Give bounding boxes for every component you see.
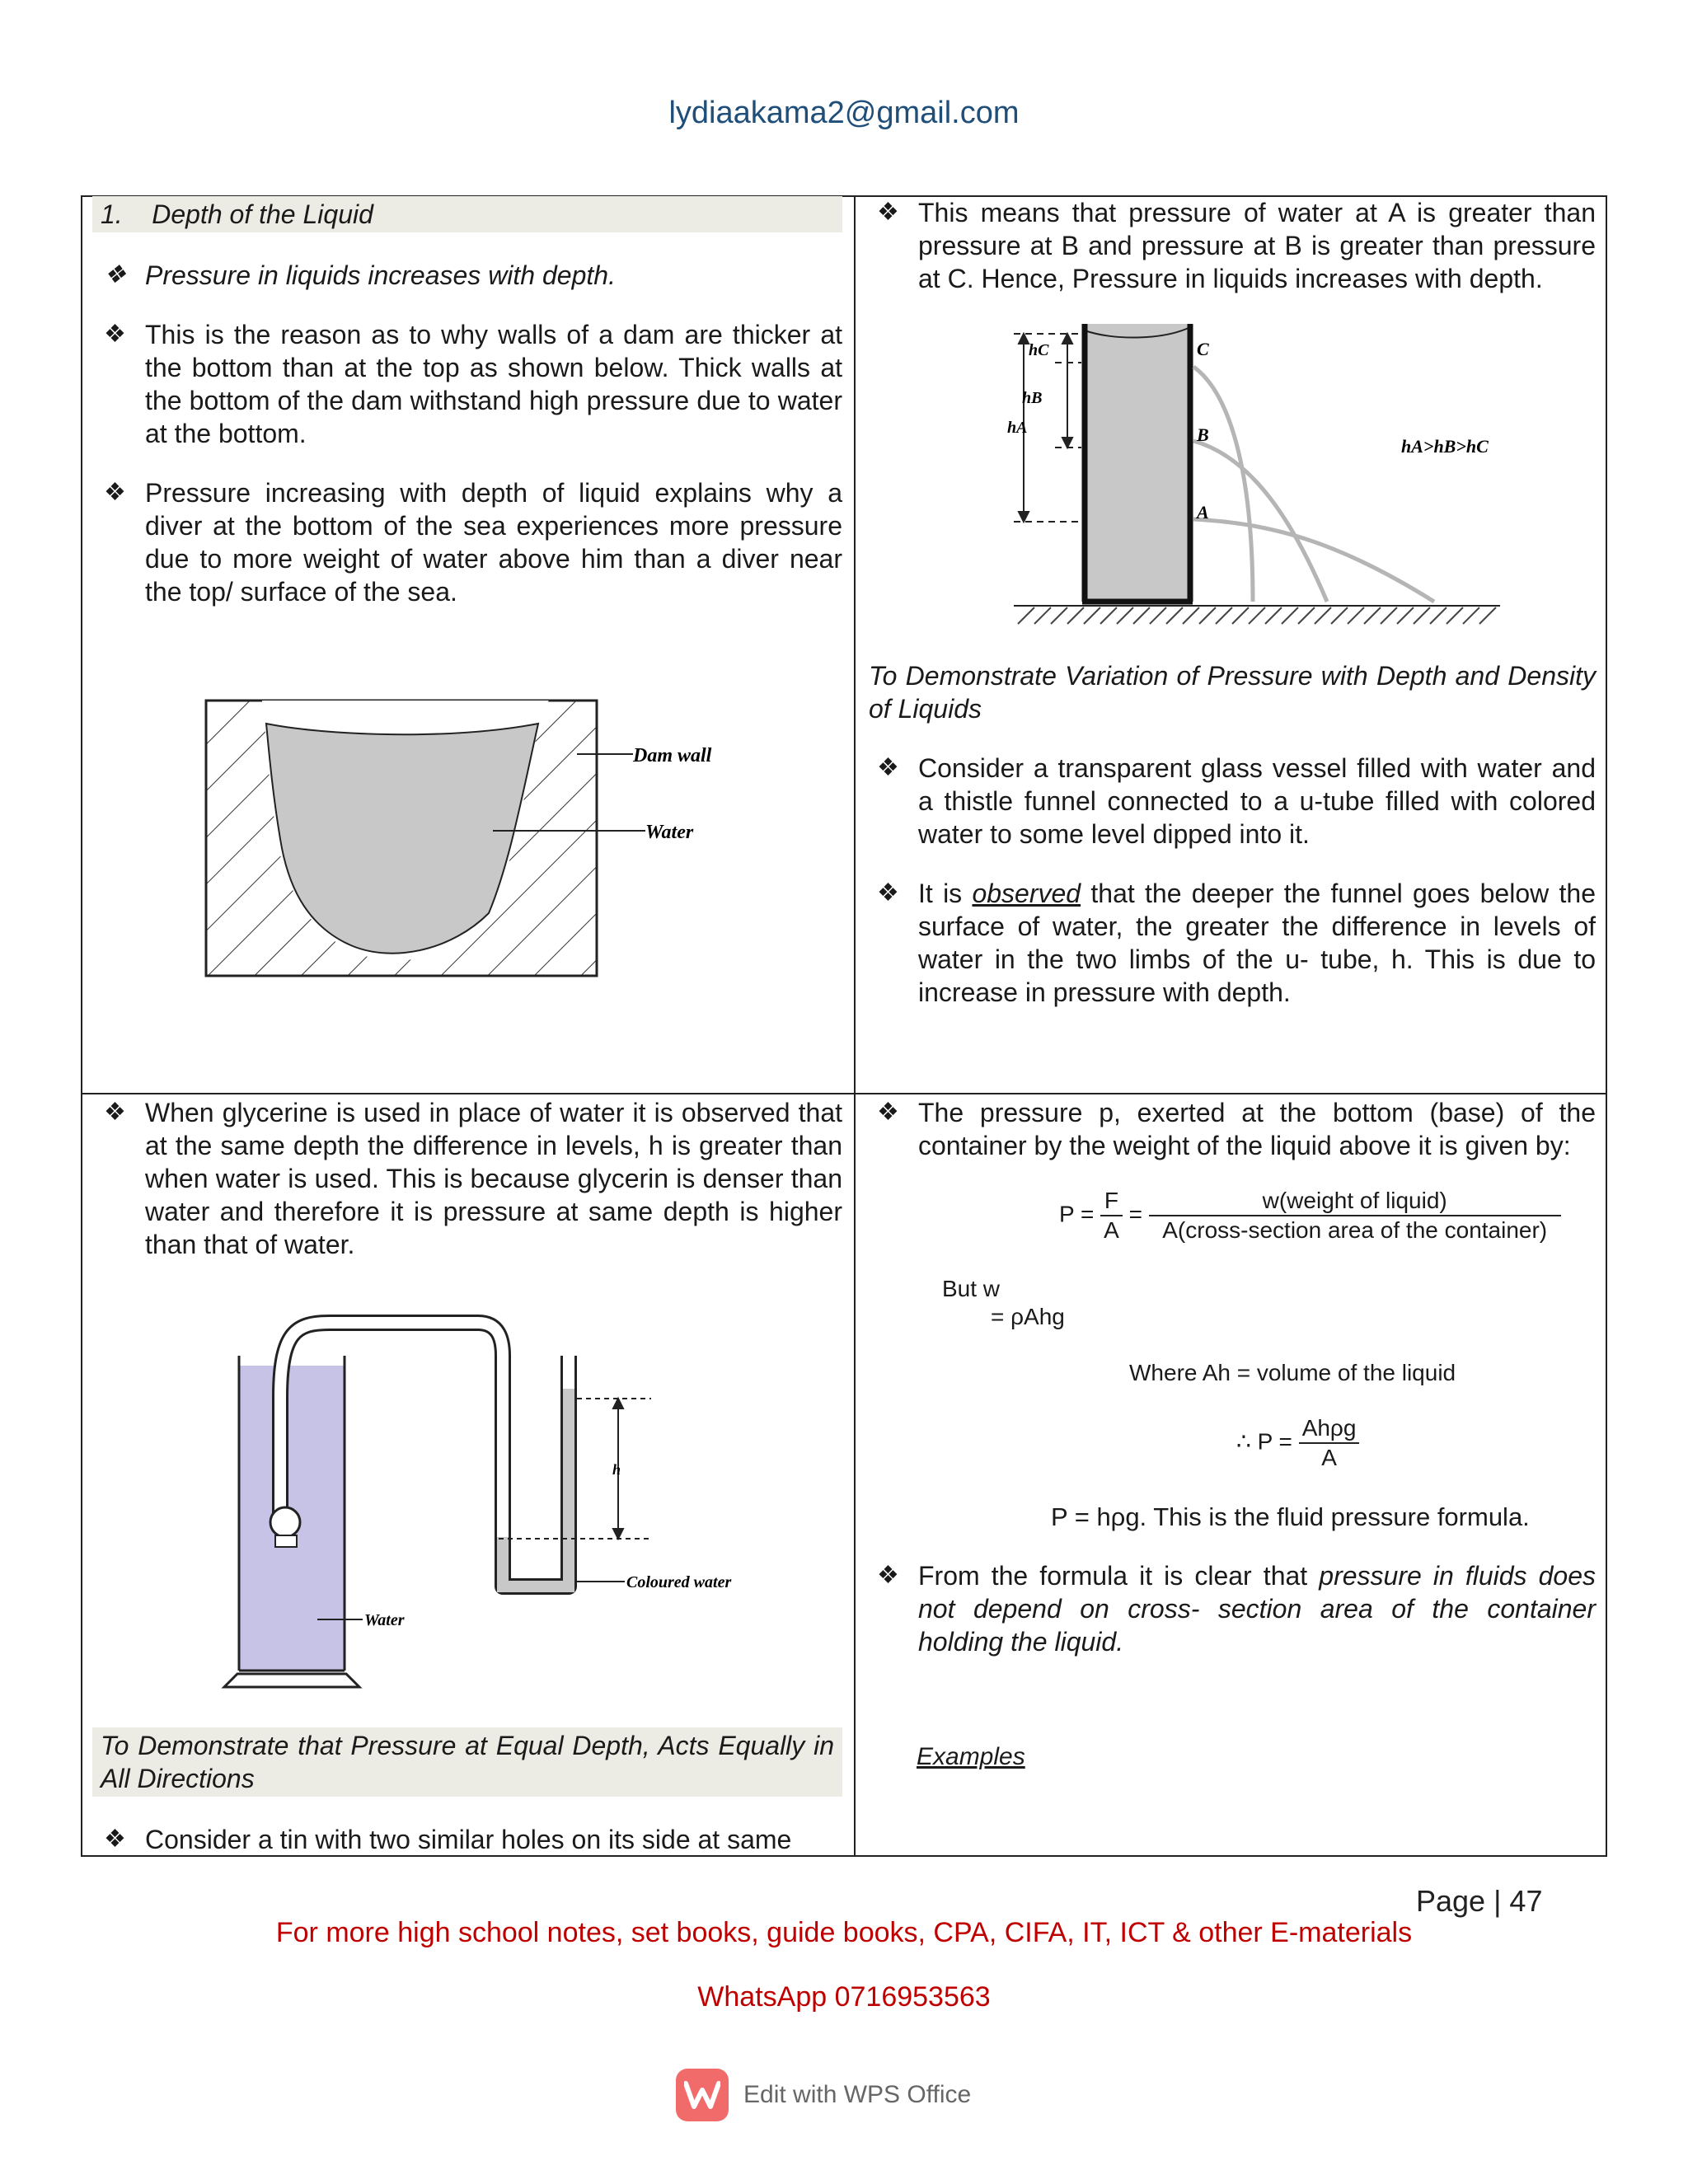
bullet-icon: ❖ <box>877 879 899 907</box>
coloured-water-label: Coloured water <box>626 1573 732 1591</box>
bullet-item: ❖ Pressure in liquids increases with depth. <box>104 260 616 290</box>
heading-text: Depth of the Liquid <box>152 199 373 229</box>
right-top-lower <box>869 659 1596 1009</box>
section-heading <box>92 196 842 232</box>
pressure-formula-2: ∴ P = $\frac{\text{Ahρg}}{A}$ <box>1236 1414 1359 1472</box>
bullet-icon: ❖ <box>104 1825 126 1853</box>
header-email: lydiaakama2@gmail.com <box>668 96 1020 130</box>
bullet-item: ❖ Pressure increasing with depth of liquid explains why a diver at the bottom of the sea experiences more pressure due to more weight of water above him than a diver near the top/ surface of the sea. <box>104 478 842 607</box>
wps-logo-icon <box>676 2069 729 2121</box>
h-label: h <box>612 1461 621 1478</box>
bullet-item: ❖ This is the reason as to why walls of a dam are thicker at the bottom than at the top as shown below. Thick walls at the bottom of the dam withstand high pressure due to water at the bottom. <box>104 320 842 448</box>
point-b-label: B <box>1197 424 1209 445</box>
bullet-icon: ❖ <box>877 199 899 226</box>
heading-number: 1. <box>101 199 123 229</box>
table-row-divider <box>81 1093 1607 1094</box>
section-subheading: To Demonstrate that Pressure at Equal Depth, Acts Equally in All Directions <box>92 1727 842 1797</box>
bullet-icon: ❖ <box>877 1099 899 1126</box>
bullet-item: ❖ When glycerine is used in place of water it is observed that at the same depth the difference in levels, h is greater than when water is used. This is because glycerin is denser than water and therefore it is pressure at same depth is higher than that of water. <box>104 1098 842 1259</box>
fraction-ahpg-over-a: $\frac{\text{Ahρg}}{A}$ <box>1299 1414 1360 1472</box>
fraction-f-over-a: $\frac{F}{A}$ <box>1100 1187 1123 1244</box>
page-number: Page | 47 <box>1416 1884 1543 1918</box>
bullet-icon: ❖ <box>877 754 899 781</box>
bullet-icon: ❖ <box>104 1099 126 1126</box>
right-top-cell <box>865 196 1596 295</box>
footer-whatsapp: WhatsApp 0716953563 <box>697 1981 991 2013</box>
where-text: Where Ah = volume of the liquid <box>1129 1360 1456 1385</box>
water-label-2: Water <box>364 1611 405 1629</box>
bullet-icon: ❖ <box>104 479 126 506</box>
bullet-icon: ❖ <box>877 1562 899 1589</box>
bullet-icon: ❖ <box>104 261 126 288</box>
bullet-item: ❖ Consider a tin with two similar holes on its side at same <box>104 1825 792 1854</box>
dam-wall-label: Dam wall <box>633 745 712 766</box>
point-a-label: A <box>1197 502 1209 523</box>
water-label: Water <box>645 822 694 843</box>
right-bottom-cell <box>865 1096 1596 1162</box>
tank-pressure-diagram <box>1006 317 1517 630</box>
left-bottom-cell <box>92 1096 842 1261</box>
bullet-item: ❖ From the formula it is clear that pressure in fluids does not depend on cross- section area of the container holding the liquid. <box>877 1561 1597 1657</box>
dam-diagram <box>204 699 748 979</box>
fluid-pressure-formula: P = hρg. This is the fluid pressure formula. <box>1051 1502 1530 1531</box>
bullet-item: ❖ The pressure p, exerted at the bottom (base) of the container by the weight of the liquid above it is given by: <box>877 1098 1596 1160</box>
hB-label: hB <box>1022 389 1043 407</box>
wps-edit-label: Edit with WPS Office <box>743 2081 972 2108</box>
point-c-label: C <box>1197 339 1209 359</box>
wps-edit-button[interactable] <box>676 2069 971 2121</box>
fraction-weight-over-area: $\frac{\text{w(weight of liquid)}}{\text{A(cross-section area of the container)}}$ <box>1149 1187 1561 1244</box>
left-top-cell <box>92 196 842 608</box>
bullet-item: ❖ Consider a transparent glass vessel filled with water and a thistle funnel connected to a u-tube filled with colored water to some level dipped into it. <box>877 753 1596 849</box>
bullet-icon: ❖ <box>104 321 126 348</box>
bullet-item: ❖ It is observed that the deeper the funnel goes below the surface of water, the greater the difference in levels of water in the two limbs of the u- tube, h. This is due to increase in pressure with depth. <box>877 879 1596 1007</box>
right-bottom-lower <box>865 1559 1596 1658</box>
bullet-item: ❖ This means that pressure of water at A is greater than pressure at B and pressure at B is greater than pressure at C. Hence, Pressure in liquids increases with depth. <box>877 198 1596 293</box>
hA-label: hA <box>1007 419 1028 437</box>
table-column-divider <box>854 195 856 1857</box>
w-equation: = ρAhg <box>991 1304 1065 1329</box>
u-tube-diagram <box>214 1306 791 1694</box>
relation-label: hA>hB>hC <box>1401 436 1489 457</box>
but-w-text: But w <box>942 1276 1001 1301</box>
hC-label: hC <box>1029 341 1049 359</box>
pressure-formula-1: P = $\frac{F}{A}$ = $\frac{\text{w(weight of liquid)}}{\text{A(cross-section area of the container)}}$ <box>1059 1187 1561 1244</box>
left-bottom-lower <box>92 1727 842 1856</box>
examples-heading: Examples <box>917 1743 1025 1770</box>
section-subheading: To Demonstrate Variation of Pressure with Depth and Density of Liquids <box>869 661 1596 724</box>
footer-promo: For more high school notes, set books, guide books, CPA, CIFA, IT, ICT & other E-materials <box>275 1917 1413 1948</box>
